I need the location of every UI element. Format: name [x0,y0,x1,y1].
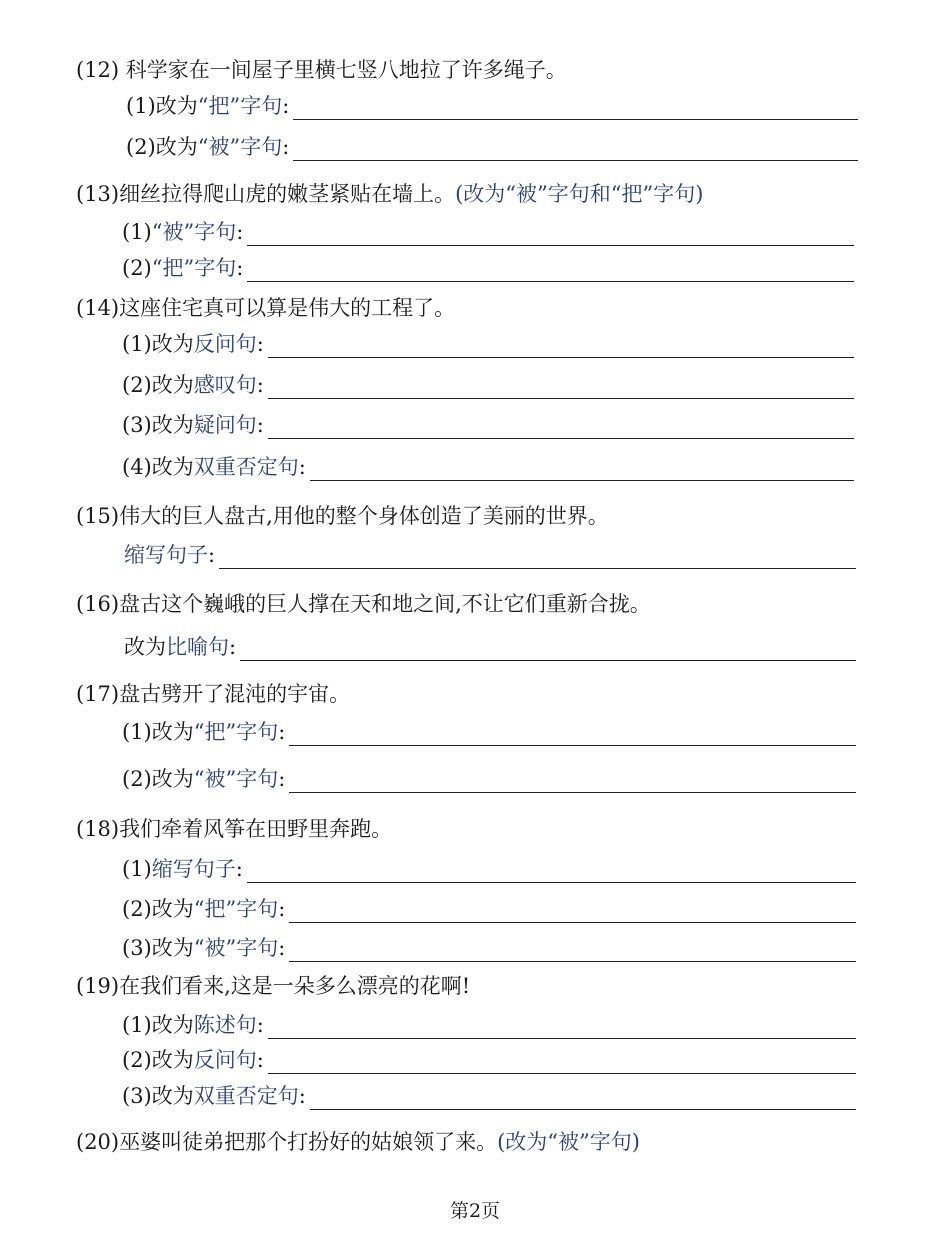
answer-keyword: “被”字句 [197,135,283,159]
answer-label: (2)改为 [122,1048,194,1072]
answer-row-19-2: (2)改为 反问句 : [122,1046,856,1074]
answer-blank-line[interactable] [240,638,856,661]
question-number: (17) [76,682,120,706]
answer-row-15: 缩写句子 : [124,541,856,569]
question-13 [76,180,703,208]
question-text: 伟大的巨人盘古,用他的整个身体创造了美丽的世界。 [119,504,609,528]
answer-blank-line[interactable] [310,1087,856,1110]
question-number: (12) [76,58,120,82]
answer-blank-line[interactable] [293,138,858,161]
answer-keyword: 缩写句子 [124,543,208,567]
answer-label: (3)改为 [122,413,194,437]
answer-label: (2)改为 [122,897,194,921]
question-hint: (改为“被”字句) [497,1130,640,1154]
answer-blank-line[interactable] [293,97,858,120]
question-12 [76,56,567,84]
answer-blank-line[interactable] [310,458,854,481]
answer-row-12-1: (1)改为 “把”字句 : [126,92,858,120]
answer-blank-line[interactable] [247,223,854,246]
answer-row-16: 改为 比喻句 : [124,633,856,661]
answer-keyword: “被”字句 [151,220,237,244]
answer-blank-line[interactable] [247,860,856,883]
answer-label: (1)改为 [122,1013,194,1037]
question-15 [76,502,609,530]
answer-keyword: 反问句 [193,332,257,356]
question-number: (20) [76,1130,120,1154]
answer-blank-line[interactable] [268,416,854,439]
answer-blank-line[interactable] [247,259,854,282]
answer-label: (3)改为 [122,936,194,960]
answer-blank-line[interactable] [268,1051,856,1074]
question-text: 巫婆叫徒弟把那个打扮好的姑娘领了来。 [119,1130,498,1154]
answer-label: (2) [122,256,152,280]
question-16 [76,590,651,618]
question-number: (18) [76,817,120,841]
question-20 [76,1128,640,1156]
answer-blank-line[interactable] [289,900,856,923]
answer-label: (1) [122,220,152,244]
answer-blank-line[interactable] [289,939,856,962]
answer-blank-line[interactable] [289,723,856,746]
question-17 [76,680,350,708]
answer-keyword: 感叹句 [193,373,257,397]
answer-row-18-3: (3)改为 “被”字句 : [122,934,856,962]
answer-row-19-3: (3)改为 双重否定句 : [122,1082,856,1110]
answer-row-13-1: (1) “被”字句 : [122,218,854,246]
answer-keyword: 疑问句 [193,413,257,437]
question-number: (19) [76,974,120,998]
question-number: (15) [76,504,120,528]
answer-keyword: “把”字句 [197,94,283,118]
question-18 [76,815,392,843]
answer-keyword: 双重否定句 [193,455,299,479]
answer-row-18-1: (1) 缩写句子 : [122,855,856,883]
question-number: (14) [76,296,120,320]
page-number: 第2页 [449,1200,501,1222]
answer-keyword: 比喻句 [166,635,229,659]
question-text: 这座住宅真可以算是伟大的工程了。 [119,296,456,320]
answer-row-17-2: (2)改为 “被”字句 : [122,765,856,793]
answer-blank-line[interactable] [289,770,856,793]
answer-blank-line[interactable] [268,335,854,358]
answer-row-14-1: (1)改为 反问句 : [122,330,854,358]
answer-row-14-2: (2)改为 感叹句 : [122,371,854,399]
answer-label: (2)改为 [122,373,194,397]
answer-keyword: 陈述句 [193,1013,257,1037]
answer-keyword: “把”字句 [193,720,279,744]
question-number: (13) [76,182,120,206]
answer-row-13-2: (2) “把”字句 : [122,254,854,282]
answer-row-14-4: (4)改为 双重否定句 : [122,453,854,481]
answer-row-18-2: (2)改为 “把”字句 : [122,895,856,923]
question-text: 盘古劈开了混沌的宇宙。 [119,682,351,706]
answer-keyword: “被”字句 [193,767,279,791]
question-19 [76,972,470,1000]
answer-label: 改为 [124,635,166,659]
answer-label: (3)改为 [122,1084,194,1108]
answer-keyword: “被”字句 [193,936,279,960]
answer-blank-line[interactable] [268,376,854,399]
answer-label: (1)改为 [122,332,194,356]
answer-keyword: “把”字句 [193,897,279,921]
answer-blank-line[interactable] [219,546,856,569]
answer-keyword: 缩写句子 [151,857,236,881]
question-text: 科学家在一间屋子里横七竖八地拉了许多绳子。 [125,58,567,82]
answer-label: (1)改为 [126,94,198,118]
question-text: 在我们看来,这是一朵多么漂亮的花啊! [119,974,471,998]
question-14 [76,294,455,322]
answer-row-12-2: (2)改为 “被”字句 : [126,133,858,161]
answer-label: (1)改为 [122,720,194,744]
answer-keyword: “把”字句 [151,256,237,280]
answer-blank-line[interactable] [268,1016,856,1039]
answer-label: (1) [122,857,152,881]
question-text: 细丝拉得爬山虎的嫩茎紧贴在墙上。 [119,182,456,206]
answer-keyword: 双重否定句 [193,1084,299,1108]
answer-row-14-3: (3)改为 疑问句 : [122,411,854,439]
answer-label: (2)改为 [126,135,198,159]
answer-row-17-1: (1)改为 “把”字句 : [122,718,856,746]
answer-label: (4)改为 [122,455,194,479]
question-text: 盘古这个巍峨的巨人撑在天和地之间,不让它们重新合拢。 [119,592,651,616]
question-number: (16) [76,592,120,616]
answer-keyword: 反问句 [193,1048,257,1072]
question-text: 我们牵着风筝在田野里奔跑。 [119,817,393,841]
answer-label: (2)改为 [122,767,194,791]
answer-row-19-1: (1)改为 陈述句 : [122,1011,856,1039]
question-hint: (改为“被”字句和“把”字句) [455,182,704,206]
